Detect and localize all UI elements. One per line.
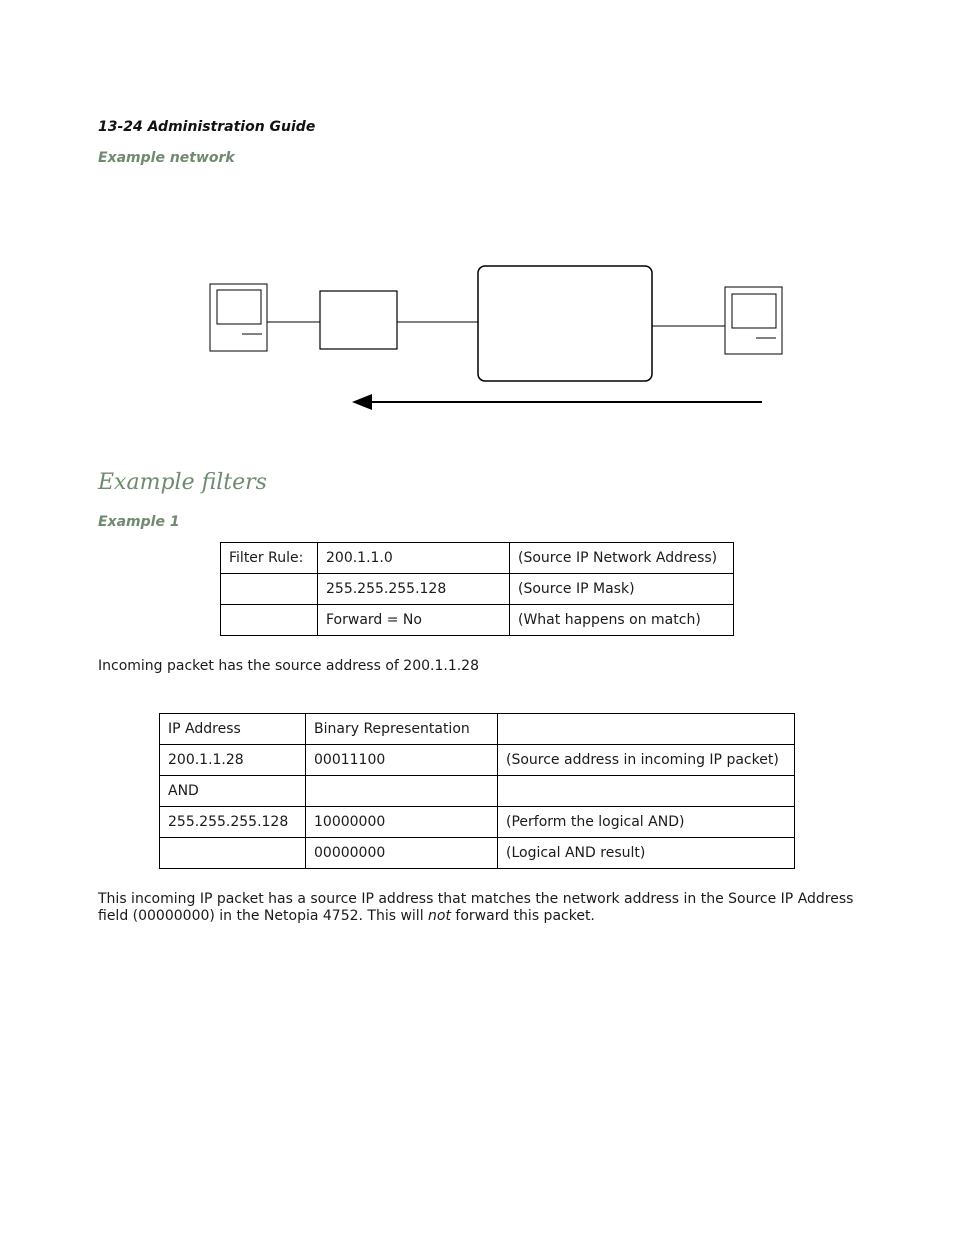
table-row	[221, 574, 734, 605]
table-row	[160, 714, 795, 745]
table-row	[160, 807, 795, 838]
table-cell	[306, 776, 498, 807]
packet-direction-arrow	[352, 394, 762, 410]
section-title: Example filters	[98, 470, 267, 495]
running-head: 13-24 Administration Guide	[98, 119, 316, 135]
network-diagram	[0, 0, 954, 440]
table-cell	[221, 605, 318, 636]
filter-rule-table	[220, 542, 734, 636]
table-cell: (What happens on match)	[510, 605, 734, 636]
table-cell: (Source IP Mask)	[510, 574, 734, 605]
network-cloud-box	[478, 266, 652, 381]
table-cell: 00000000	[306, 838, 498, 869]
table-cell	[498, 714, 795, 745]
table-cell: 255.255.255.128	[160, 807, 306, 838]
table-row	[160, 838, 795, 869]
table-cell: 255.255.255.128	[318, 574, 510, 605]
figure-caption: Example network	[98, 150, 235, 166]
table-cell: (Perform the logical AND)	[498, 807, 795, 838]
table-row	[221, 543, 734, 574]
table-row	[160, 776, 795, 807]
binary-and-table	[159, 713, 795, 869]
table-cell: (Source IP Network Address)	[510, 543, 734, 574]
section-subtitle: Example 1	[98, 514, 180, 530]
table-cell: Forward = No	[318, 605, 510, 636]
right-computer-icon	[725, 287, 782, 354]
table-cell	[221, 574, 318, 605]
table-cell: Binary Representation	[306, 714, 498, 745]
table-row	[160, 745, 795, 776]
incoming-packet-text: Incoming packet has the source address of 200.1.1.28	[98, 658, 479, 674]
table-cell	[160, 838, 306, 869]
left-computer-icon	[210, 284, 267, 351]
table-cell: (Source address in incoming IP packet)	[498, 745, 795, 776]
router-box	[320, 291, 397, 349]
emphasis-not: not	[428, 908, 451, 924]
table-cell: (Logical AND result)	[498, 838, 795, 869]
table-cell: 200.1.1.0	[318, 543, 510, 574]
conclusion-paragraph	[98, 891, 858, 925]
table-cell: 10000000	[306, 807, 498, 838]
table-row	[221, 605, 734, 636]
table-cell: Filter Rule:	[221, 543, 318, 574]
table-cell: AND	[160, 776, 306, 807]
table-cell: 200.1.1.28	[160, 745, 306, 776]
table-cell: IP Address	[160, 714, 306, 745]
conclusion-text: This incoming IP packet has a source IP address that matches the network address in the Source IP Address field (00000000) in the Netopia 4752. This will	[98, 891, 854, 924]
conclusion-text-end: forward this packet.	[450, 908, 595, 924]
table-cell: 00011100	[306, 745, 498, 776]
table-cell	[498, 776, 795, 807]
